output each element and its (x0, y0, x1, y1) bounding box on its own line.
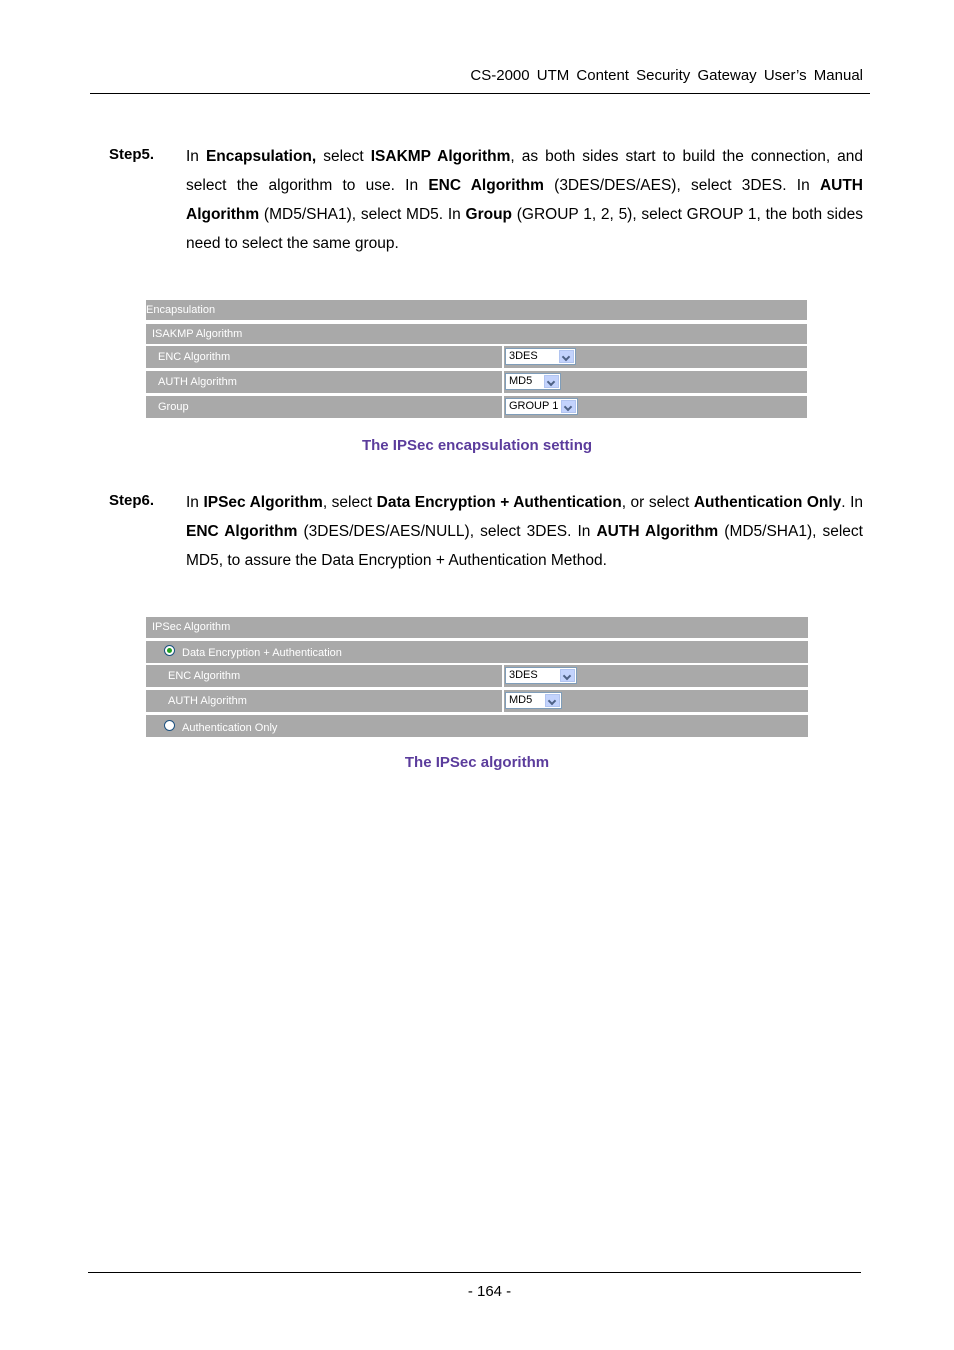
step6-bold-auth: AUTH Algorithm (596, 523, 719, 540)
step6-text-part: . In (841, 494, 864, 511)
step5-bold-enc: ENC Algorithm (428, 177, 544, 194)
enc-algorithm-row (146, 346, 807, 368)
option-auth-only-row[interactable] (146, 715, 808, 737)
step5-bold-isakmp: ISAKMP Algorithm (370, 148, 511, 165)
step5-text-part: , as both sides start to build the connection, and select the algorithm to use. In (186, 148, 864, 194)
ipsec-auth-row (146, 690, 808, 712)
encapsulation-title: Encapsulation (146, 304, 216, 316)
step5-text-part: (GROUP 1, 2, 5), select GROUP 1, the both sides need to select the same group. (186, 206, 863, 252)
step5-bold-auth: AUTH Algorithm (186, 177, 863, 223)
auth-only-label: Authentication Only (182, 722, 278, 734)
cell-divider (502, 665, 504, 687)
chevron-down-icon[interactable] (544, 375, 559, 388)
auth-algorithm-select[interactable] (505, 373, 561, 390)
step5-text-part: (3DES/DES/AES), select 3DES. In (543, 177, 820, 194)
step6-text-part: , select (322, 494, 377, 511)
step5-bold-group: Group (465, 206, 513, 223)
footer-divider (88, 1272, 861, 1273)
step6-bold-data-encryption: Data Encryption + Authentication (376, 494, 622, 511)
step5-text (186, 142, 863, 258)
step5-text-part: (MD5/SHA1), select MD5. In (259, 206, 466, 223)
step6-bold-enc: ENC Algorithm (186, 523, 298, 540)
cell-divider (502, 690, 504, 712)
step6-text (186, 488, 863, 575)
ipsec-auth-select[interactable] (505, 692, 562, 709)
page-number: - 164 - (467, 1283, 512, 1300)
group-select[interactable] (505, 398, 578, 415)
group-value: GROUP 1 (509, 400, 559, 412)
step6-text-part: In (186, 494, 204, 511)
isakmp-label: ISAKMP Algorithm (152, 328, 243, 340)
group-label: Group (158, 401, 189, 413)
data-encryption-radio[interactable] (164, 645, 175, 656)
ipsec-enc-select[interactable] (505, 667, 577, 684)
enc-algorithm-select[interactable] (505, 348, 576, 365)
step6-bold-auth-only: Authentication Only (693, 494, 842, 511)
cell-divider (502, 396, 504, 418)
ipsec-title: IPSec Algorithm (152, 621, 231, 633)
chevron-down-icon[interactable] (559, 350, 574, 363)
auth-algorithm-label: AUTH Algorithm (158, 376, 237, 388)
step6-label: Step6. (109, 492, 155, 509)
cell-divider (502, 371, 504, 393)
auth-only-radio[interactable] (164, 720, 175, 731)
step6-bold-ipsec: IPSec Algorithm (203, 494, 323, 511)
data-encryption-label: Data Encryption + Authentication (182, 647, 342, 659)
ipsec-enc-label: ENC Algorithm (168, 670, 241, 682)
figure-caption-encapsulation: The IPSec encapsulation setting (361, 437, 593, 454)
enc-algorithm-value: 3DES (509, 350, 538, 362)
isakmp-row (146, 324, 807, 344)
chevron-down-icon[interactable] (561, 400, 576, 413)
auth-algorithm-row (146, 371, 807, 393)
step5-bold-encapsulation: Encapsulation, (205, 148, 317, 165)
chevron-down-icon[interactable] (560, 669, 575, 682)
step6-text-part: (3DES/DES/AES/NULL), select 3DES. In (297, 523, 597, 540)
step5-text-part: In (186, 148, 206, 165)
manual-title: CS-2000 UTM Content Security Gateway User’s Manual (470, 67, 863, 84)
chevron-down-icon[interactable] (545, 694, 560, 707)
ipsec-enc-row (146, 665, 808, 687)
figure-caption-ipsec: The IPSec algorithm (404, 754, 550, 771)
ipsec-auth-value: MD5 (509, 694, 533, 706)
enc-algorithm-label: ENC Algorithm (158, 351, 231, 363)
step6-text-part: (MD5/SHA1), select MD5, to assure the Data Encryption + Authentication Method. (186, 523, 863, 569)
step5-label: Step5. (109, 146, 155, 163)
encapsulation-panel (146, 300, 807, 418)
ipsec-enc-value: 3DES (509, 669, 538, 681)
ipsec-auth-label: AUTH Algorithm (168, 695, 247, 707)
ipsec-panel (146, 617, 808, 737)
encapsulation-title-row (146, 300, 807, 320)
ipsec-title-row (146, 617, 808, 638)
step5-text-part: select (316, 148, 371, 165)
group-row (146, 396, 807, 418)
option-data-encryption-row[interactable] (146, 641, 808, 663)
auth-algorithm-value: MD5 (509, 375, 533, 387)
header-divider (90, 93, 870, 94)
cell-divider (502, 346, 504, 368)
step6-text-part: , or select (621, 494, 694, 511)
